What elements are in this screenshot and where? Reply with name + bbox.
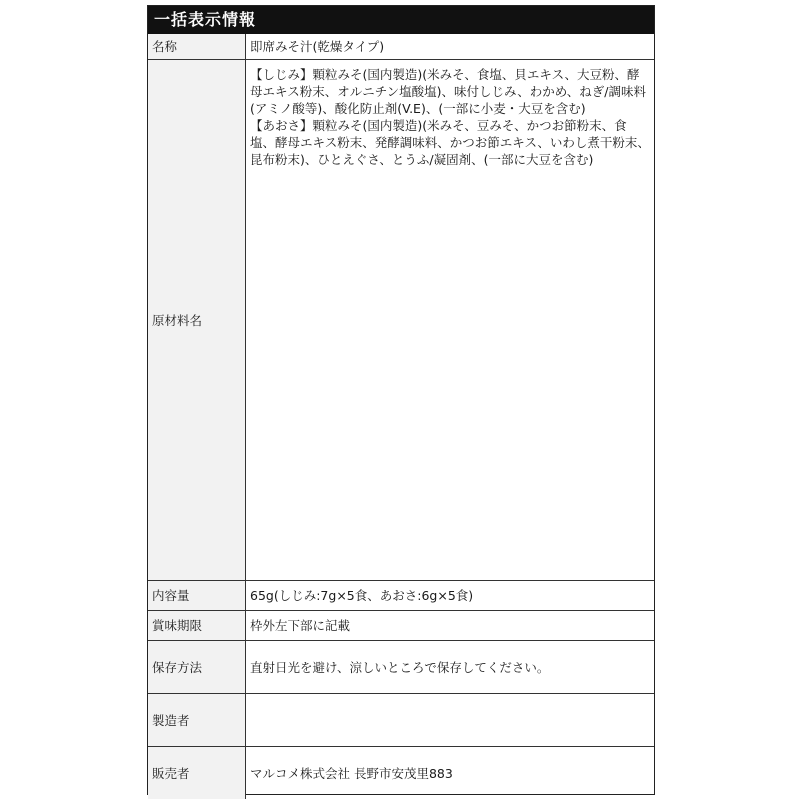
info-table xyxy=(148,34,654,799)
row-manufacturer xyxy=(148,694,654,747)
label-panel xyxy=(147,5,655,795)
row-storage xyxy=(148,641,654,694)
row-best-before xyxy=(148,611,654,641)
best-before-label: 賞味期限 xyxy=(148,611,246,641)
manufacturer-value xyxy=(246,694,655,747)
row-name xyxy=(148,34,654,60)
row-ingredients xyxy=(148,60,654,581)
manufacturer-label: 製造者 xyxy=(148,694,246,747)
row-capacity xyxy=(148,581,654,611)
storage-label: 保存方法 xyxy=(148,641,246,694)
ingredients-shijimi: 【しじみ】顆粒みそ(国内製造)(米みそ、食塩、貝エキス、大豆粉、酵母エキス粉末、オルニチン塩酸塩)、味付しじみ、わかめ、ねぎ/調味料(アミノ酸等)、酸化防止剤(V.E)、(一部に小麦・大豆を含む) xyxy=(250,67,646,116)
best-before-value: 枠外左下部に記載 xyxy=(246,611,655,641)
capacity-value: 65g(しじみ:7g×5食、あおさ:6g×5食) xyxy=(246,581,655,611)
ingredients-label: 原材料名 xyxy=(148,60,246,581)
panel-title: 一括表示情報 xyxy=(148,6,654,34)
storage-value: 直射日光を避け、涼しいところで保存してください。 xyxy=(246,641,655,694)
ingredients-value xyxy=(246,60,655,581)
seller-label: 販売者 xyxy=(148,747,246,800)
row-seller xyxy=(148,747,654,800)
seller-value: マルコメ株式会社 長野市安茂里883 xyxy=(246,747,655,800)
capacity-label: 内容量 xyxy=(148,581,246,611)
ingredients-aosa: 【あおさ】顆粒みそ(国内製造)(米みそ、豆みそ、かつお節粉末、食塩、酵母エキス粉末、発酵調味料、かつお節エキス、いわし煮干粉末、昆布粉末)、ひとえぐさ、とうふ/凝固剤、(一部に大豆を含む) xyxy=(250,118,650,167)
name-value: 即席みそ汁(乾燥タイプ) xyxy=(246,34,655,60)
name-label: 名称 xyxy=(148,34,246,60)
